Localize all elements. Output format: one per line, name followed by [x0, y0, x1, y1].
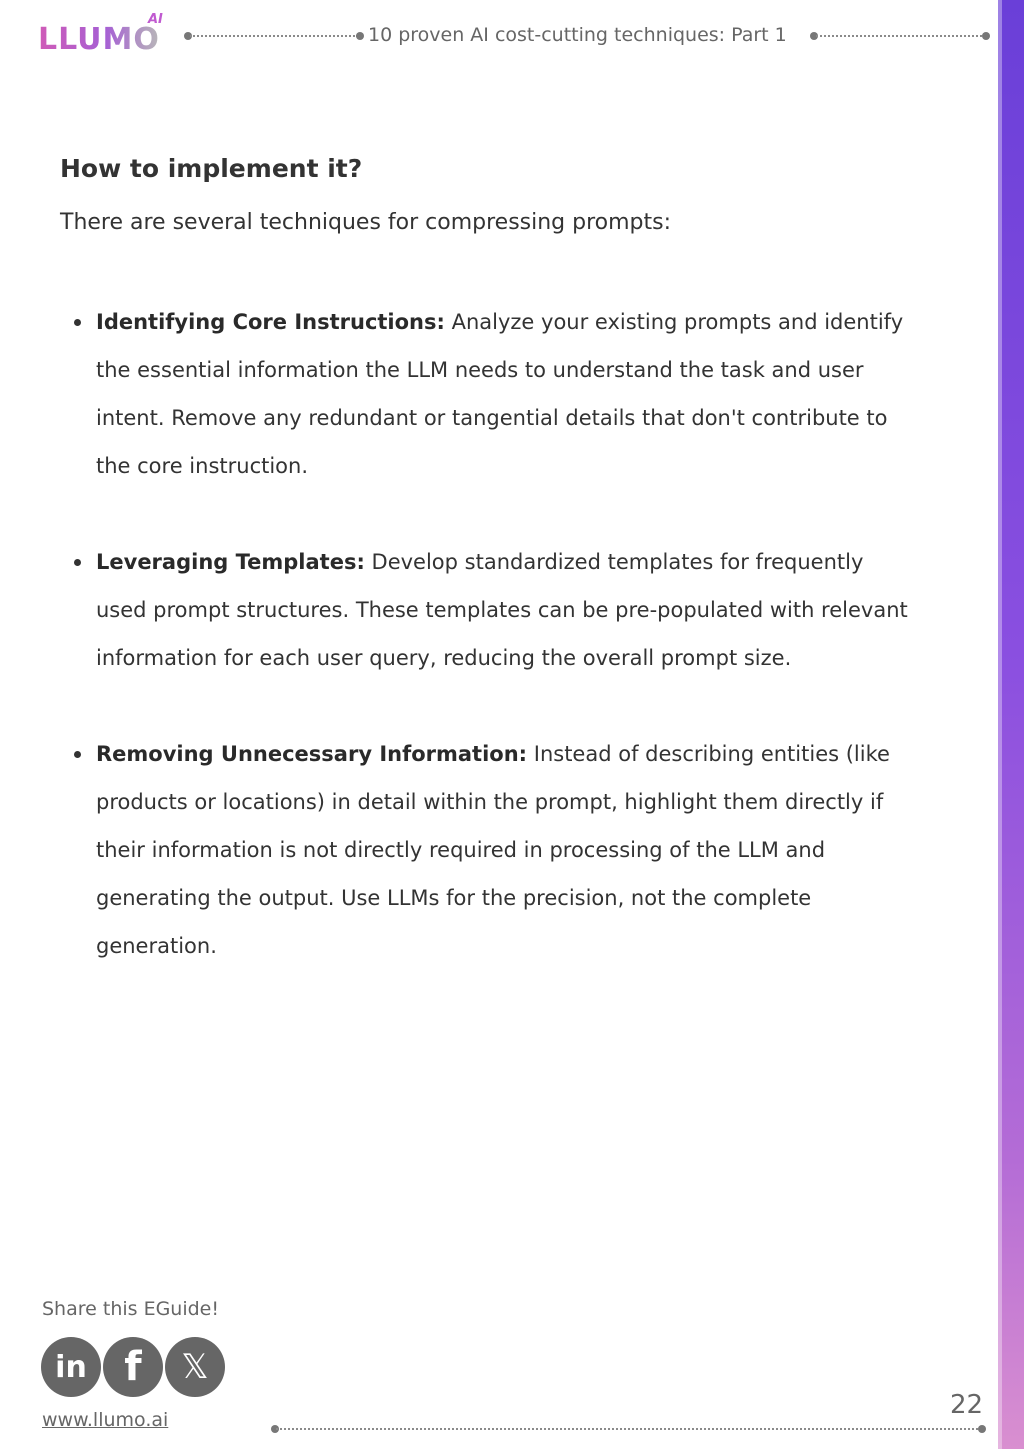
header-line-dot — [982, 32, 990, 40]
list-item-title: Removing Unnecessary Information: — [96, 742, 528, 766]
footer-dotted-line — [276, 1428, 982, 1430]
page-number: 22 — [950, 1390, 984, 1420]
linkedin-icon[interactable]: in — [41, 1337, 101, 1397]
x-twitter-icon[interactable]: 𝕏 — [165, 1337, 225, 1397]
section-intro: There are several techniques for compressing prompts: — [60, 210, 672, 235]
side-accent-bar — [998, 0, 1024, 1449]
header-dotted-line-right — [816, 35, 982, 37]
list-item-text: Develop standardized templates for frequently used prompt structures. These templates can be pre-populated with relevant information for each user query, reducing the overall prompt size. — [96, 550, 908, 670]
logo-wordmark: LLUMO — [38, 22, 160, 57]
share-label: Share this EGuide! — [42, 1298, 219, 1320]
list-item-title: Identifying Core Instructions: — [96, 310, 445, 334]
footer-line-dot — [978, 1425, 986, 1433]
logo-ai-superscript: AI — [148, 12, 163, 27]
facebook-icon[interactable]: f — [103, 1337, 163, 1397]
list-item-text: Analyze your existing prompts and identify the essential information the LLM needs to understand the task and user intent. Remove any redundant or tangential details that don't contribute to the core instruction. — [96, 310, 904, 478]
list-item — [96, 730, 916, 970]
header-line-dot — [356, 32, 364, 40]
website-link[interactable]: www.llumo.ai — [42, 1409, 169, 1431]
section-heading: How to implement it? — [60, 154, 363, 183]
list-item — [96, 298, 916, 490]
technique-list — [96, 298, 916, 1018]
list-item-title: Leveraging Templates: — [96, 550, 365, 574]
llumo-logo[interactable] — [38, 12, 178, 56]
header-dotted-line-left — [190, 35, 358, 37]
list-item — [96, 538, 916, 682]
list-item-text: Instead of describing entities (like products or locations) in detail within the prompt, highlight them directly if their information is not directly required in processing of the LLM and generating the output. Use LLMs for the precision, not the complete generation. — [96, 742, 890, 958]
header-title: 10 proven AI cost-cutting techniques: Part 1 — [368, 24, 787, 46]
